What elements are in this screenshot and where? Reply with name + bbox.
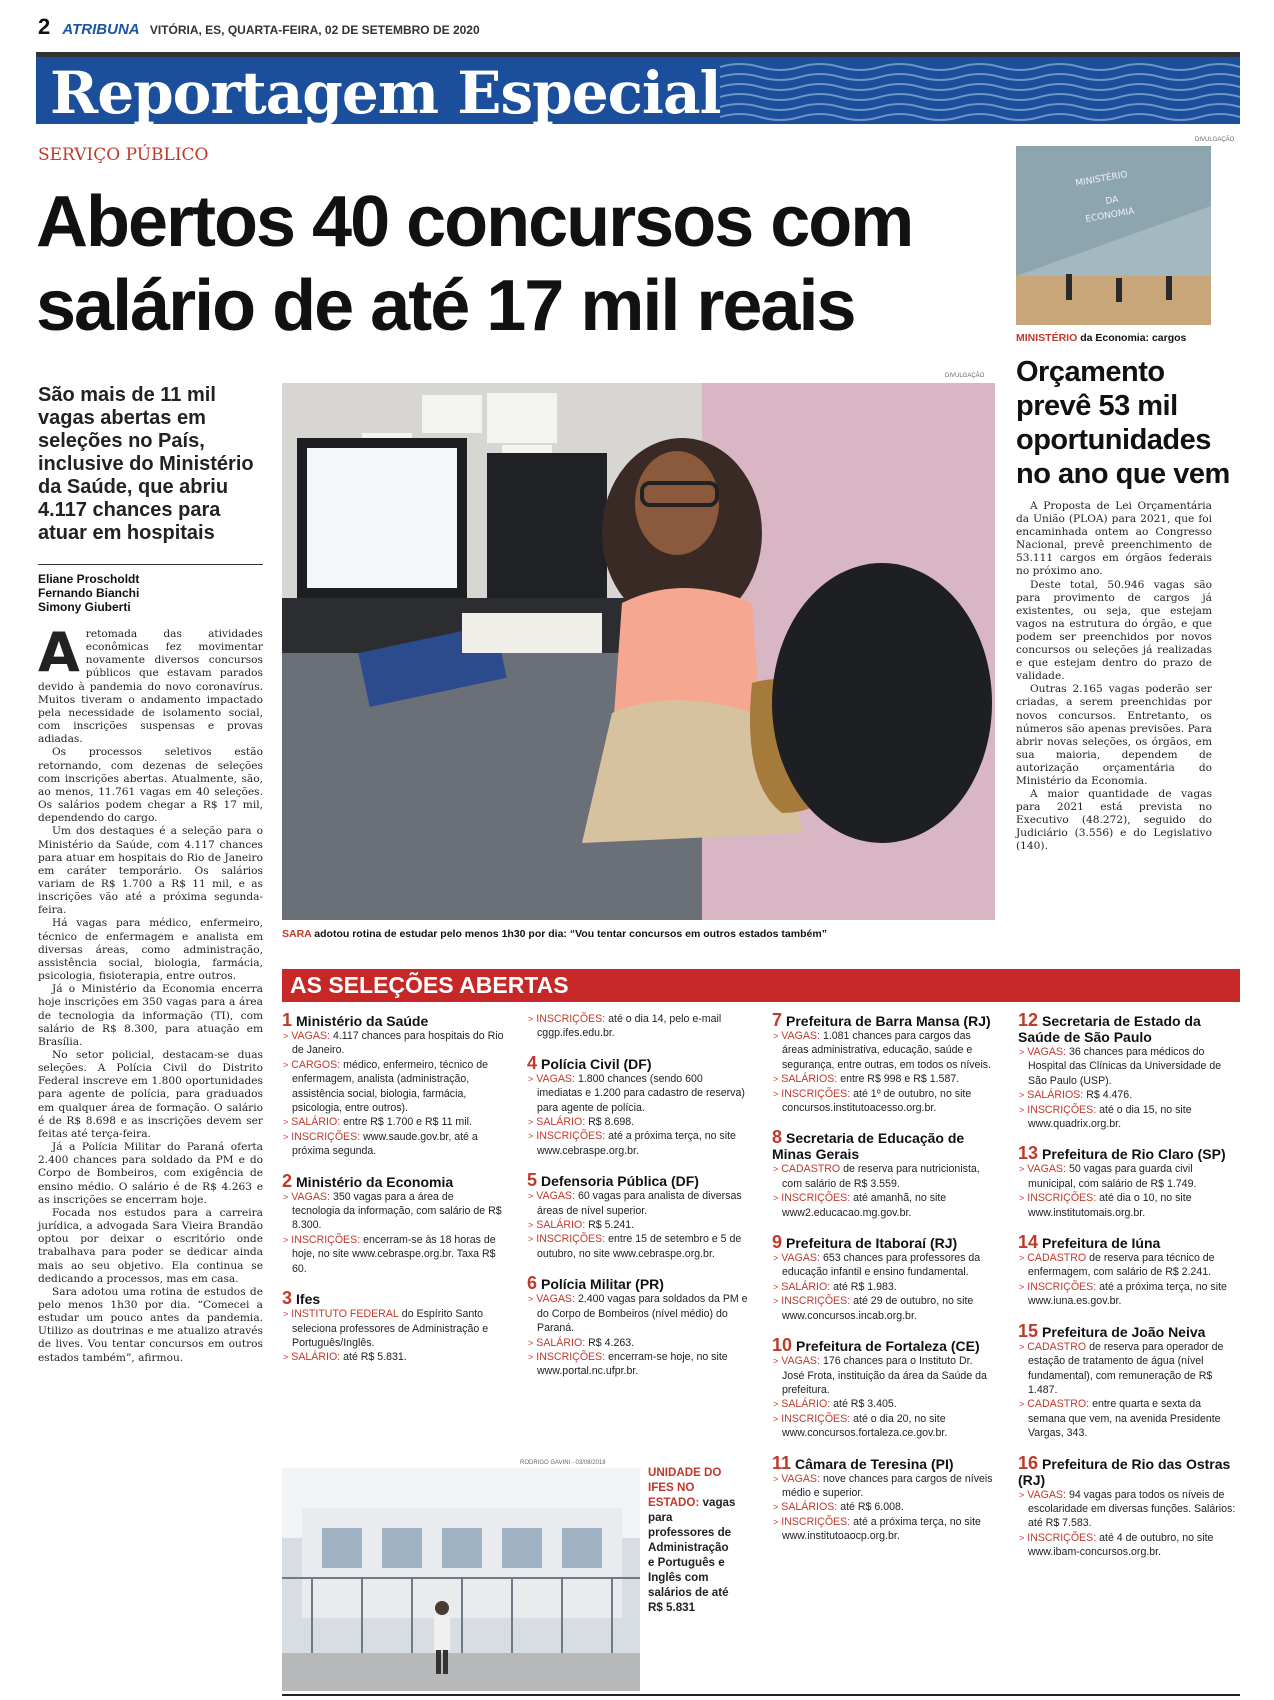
- detail-label: VAGAS:: [781, 1030, 820, 1042]
- detail-text: até a próxima terça, no site www.cebraspe.org.br.: [537, 1130, 736, 1157]
- chevron-right-icon: >: [773, 1296, 779, 1307]
- selection-name: Câmara de Teresina (PI): [795, 1455, 954, 1472]
- detail-label: SALÁRIO:: [291, 1351, 341, 1364]
- selection-detail: [527, 1072, 749, 1115]
- chevron-right-icon: >: [773, 1088, 779, 1099]
- detail-label: INSCRIÇÕES:: [291, 1233, 361, 1246]
- chevron-right-icon: >: [283, 1031, 289, 1041]
- selection-number: 15: [1018, 1320, 1039, 1341]
- detail-label: VAGAS:: [291, 1190, 330, 1203]
- ministry-photo: [1016, 146, 1211, 325]
- selection-detail: [527, 1012, 749, 1041]
- body-paragraph: Já o Ministério da Economia encerra hoje inscrições em 350 vagas para a área de tecnologia da informação (TI), com salário de R$ 8.300, para atuação em Brasília.: [38, 983, 263, 1048]
- detail-text: entre R$ 1.700 e R$ 11 mil.: [343, 1116, 472, 1129]
- detail-text: até R$ 6.008.: [840, 1501, 904, 1514]
- byline: Fernando Bianchi: [38, 586, 140, 600]
- selection-name: Defensoria Pública (DF): [541, 1173, 699, 1190]
- selection-detail: [772, 1515, 994, 1544]
- headline-line-1: Abertos 40 concursos com: [36, 182, 913, 262]
- headline-line-2: salário de até 17 mil reais: [36, 266, 855, 346]
- detail-label: VAGAS:: [291, 1030, 330, 1042]
- detail-text: até dia o 10, no site www.institutomais.org.br.: [1028, 1192, 1192, 1219]
- selection-number: 7: [772, 1010, 783, 1030]
- selection-number: 1: [282, 1010, 293, 1030]
- detail-label: INSTITUTO FEDERAL: [291, 1308, 399, 1321]
- detail-text: de reserva para operador de estação de tratamento de água (nível fundamental), com remuneração de R$ 1.487.: [1028, 1340, 1224, 1396]
- detail-text: até o dia 15, no site www.quadrix.org.br.: [1028, 1103, 1192, 1131]
- selection-name: Ifes: [296, 1291, 321, 1308]
- body-paragraph: Um dos destaques é a seleção para o Ministério da Saúde, com 4.117 chances para atuar em hospitais do Rio de Janeiro em caráter temporário. Os salários variam de R$ 1.700 a R$ 11 mil, e as inscrições vão até a próxima segunda-feira.: [38, 825, 263, 917]
- detail-label: SALÁRIOS:: [781, 1073, 838, 1086]
- chevron-right-icon: >: [773, 1516, 779, 1527]
- detail-text: 1.800 chances (sendo 600 imediatas e 1.200 para cadastro de reserva) para agente de polícia.: [537, 1072, 745, 1114]
- chevron-right-icon: >: [528, 1073, 534, 1084]
- selection-item-title: [1018, 1320, 1240, 1341]
- article-body: [38, 621, 263, 1365]
- selection-number: 3: [282, 1288, 293, 1309]
- detail-text: 653 chances para professores da educação infantil e ensino fundamental.: [782, 1252, 981, 1279]
- detail-text: R$ 4.476.: [1086, 1089, 1133, 1102]
- selection-name: Prefeitura de Rio Claro (SP): [1042, 1146, 1226, 1163]
- selection-detail: [1018, 1488, 1240, 1531]
- detail-label: CADASTRO:: [1027, 1398, 1090, 1411]
- detail-text: até amanhã, no site www2.educacao.mg.gov.br.: [782, 1192, 947, 1219]
- selection-item-title: [1018, 1234, 1240, 1251]
- detail-text: até 4 de outubro, no site www.ibam-concursos.org.br.: [1028, 1531, 1214, 1559]
- detail-text: até 1º de outubro, no site concursos.institutoacesso.org.br.: [782, 1087, 972, 1115]
- detail-text: até R$ 5.831.: [343, 1351, 407, 1364]
- sidebar-body: [1016, 500, 1212, 854]
- selection-item-title: [772, 1452, 994, 1473]
- detail-text: 50 vagas para guarda civil municipal, com salário de R$ 1.749.: [1028, 1163, 1197, 1190]
- detail-label: CADASTRO: [1027, 1340, 1087, 1353]
- chevron-right-icon: >: [1019, 1399, 1025, 1410]
- chevron-right-icon: >: [528, 1234, 534, 1245]
- body-paragraph: Os processos seletivos estão retornando, com dezenas de seleções com inscrições abertas. Atualmente, são, ao menos, 11.761 vagas em 40 seleções. Os salários podem chegar a R$ 17 mil, dependendo do cargo.: [38, 746, 263, 825]
- detail-label: VAGAS:: [781, 1252, 820, 1265]
- selections-column: [282, 1012, 504, 1365]
- chevron-right-icon: >: [1019, 1489, 1025, 1500]
- chevron-right-icon: >: [773, 1399, 779, 1410]
- chevron-right-icon: >: [1019, 1090, 1025, 1101]
- selection-detail: [772, 1072, 994, 1086]
- detail-label: SALÁRIO:: [781, 1280, 831, 1293]
- sidebar-paragraph: Deste total, 50.946 vagas são para provimento de cargos já existentes, ou seja, que estejam vagos na estrutura do órgão, e que podem ser preenchidos por novos concursos ou seleções já realizadas e que estejam dentro do prazo de validade.: [1016, 578, 1212, 683]
- selection-detail: [282, 1029, 504, 1058]
- detail-label: INSCRIÇÕES:: [781, 1295, 851, 1308]
- selection-name: Prefeitura de Iúna: [1042, 1235, 1161, 1252]
- selection-detail: [1018, 1088, 1240, 1102]
- chevron-right-icon: >: [773, 1031, 779, 1041]
- selection-number: 6: [527, 1273, 538, 1294]
- selection-name: Prefeitura de Itaboraí (RJ): [786, 1235, 958, 1252]
- selection-number: 9: [772, 1232, 783, 1253]
- body-paragraph: No setor policial, destacam-se duas seleções. A Polícia Civil do Distrito Federal inscreve em 1.800 oportunidades para agente de polícia, para graduados em qualquer área de formação. O salário é de R$ 8.698 e as inscrições devem ser feitas até terça-feira.: [38, 1049, 263, 1140]
- chevron-right-icon: >: [773, 1356, 779, 1367]
- selections-title: AS SELEÇÕES ABERTAS: [290, 972, 569, 998]
- detail-text: 94 vagas para todos os níveis de escolaridade em diversas funções. Salários: até R$ 7.583.: [1028, 1488, 1236, 1530]
- body-paragraph: Já a Polícia Militar do Paraná oferta 2.400 chances para soldado da PM e do Corpo de Bombeiros, com exigência de ensino médio. O salário é de R$ 4.263 e as inscrições se encerram hoje.: [38, 1141, 263, 1206]
- selection-detail: [772, 1472, 994, 1501]
- detail-text: 36 chances para médicos do Hospital das Clínicas da Universidade de São Paulo (USP).: [1028, 1046, 1222, 1087]
- chevron-right-icon: >: [283, 1191, 289, 1202]
- detail-text: até R$ 3.405.: [833, 1398, 897, 1411]
- selections-column: [772, 1012, 994, 1544]
- page-number: 2: [38, 14, 51, 39]
- chevron-right-icon: >: [1019, 1253, 1025, 1264]
- selection-name: Ministério da Saúde: [296, 1013, 429, 1029]
- selection-number: 5: [527, 1170, 538, 1191]
- chevron-right-icon: >: [528, 1014, 534, 1024]
- selection-detail: [772, 1412, 994, 1441]
- selection-detail: [527, 1350, 749, 1379]
- side-photo-credit: DIVULGAÇÃO: [1195, 137, 1235, 143]
- selection-item-title: [527, 1275, 749, 1292]
- detail-label: SALÁRIO:: [536, 1336, 586, 1349]
- detail-text: de reserva para nutricionista, com salário de R$ 3.559.: [782, 1163, 980, 1190]
- body-paragraph: Sara adotou uma rotina de estudos de pelo menos 1h30 por dia. “Comecei a estudar um pouco antes da pandemia. Utilizo as doutrinas e me atualizo através de lives. Vou tentar concursos em outros estados também”, afirmou.: [38, 1285, 263, 1364]
- selection-item-title: [282, 1290, 504, 1307]
- detail-text: 1.081 chances para cargos das áreas administrativa, educação, saúde e segurança, entre outras, em todos os níveis.: [782, 1030, 992, 1071]
- detail-text: encerram-se às 18 horas de hoje, no site www.cebraspe.org.br. Taxa R$ 60.: [292, 1233, 496, 1275]
- selection-detail: [1018, 1045, 1240, 1088]
- chevron-right-icon: >: [283, 1352, 289, 1363]
- detail-label: INSCRIÇÕES:: [1027, 1280, 1097, 1293]
- bottom-rule: [282, 1694, 1240, 1696]
- chevron-right-icon: >: [528, 1351, 534, 1362]
- selection-detail: [772, 1397, 994, 1411]
- chevron-right-icon: >: [283, 1234, 289, 1245]
- detail-label: VAGAS:: [536, 1293, 575, 1306]
- detail-text: nove chances para cargos de níveis médio e superior.: [782, 1472, 993, 1499]
- detail-label: INSCRIÇÕES:: [781, 1412, 851, 1425]
- body-paragraph: Há vagas para médico, enfermeiro, técnico de enfermagem e analista em diversas áreas, como administração, assistência social, biologia, farmácia, psicologia, fisioterapia, entre outros.: [38, 917, 263, 983]
- detail-label: VAGAS:: [1027, 1488, 1066, 1501]
- detail-text: médico, enfermeiro, técnico de enfermagem, analista (administração, assistência social, biologia, farmácia, psicologia, entre outros).: [292, 1058, 488, 1115]
- section-tag: SERVIÇO PÚBLICO: [38, 145, 209, 165]
- chevron-right-icon: >: [1019, 1164, 1025, 1175]
- detail-text: www.saude.gov.br, até a próxima segunda.: [292, 1130, 478, 1158]
- detail-text: 60 vagas para analista de diversas áreas de nível superior.: [537, 1190, 742, 1217]
- selection-name: Prefeitura de Rio das Ostras (RJ): [1018, 1455, 1231, 1488]
- detail-label: CARGOS:: [291, 1058, 341, 1071]
- detail-label: INSCRIÇÕES:: [536, 1130, 606, 1143]
- selection-number: 16: [1018, 1452, 1039, 1473]
- detail-label: INSCRIÇÕES:: [1027, 1103, 1097, 1116]
- newspaper-brand: ATRIBUNA: [62, 21, 140, 38]
- chevron-right-icon: >: [528, 1294, 534, 1305]
- caption-lead: SARA: [282, 928, 312, 940]
- selection-number: 2: [282, 1170, 293, 1191]
- selection-detail: [282, 1350, 504, 1364]
- caption-lead: MINISTÉRIO: [1016, 332, 1078, 344]
- detail-label: INSCRIÇÕES:: [1027, 1531, 1097, 1544]
- selection-detail: [1018, 1280, 1240, 1309]
- selections-header: [282, 969, 1240, 1002]
- caption-text: vagas para professores de Administração e Português e Inglês com salários de até R$ 5.831: [648, 1496, 736, 1614]
- detail-text: 350 vagas para a área de tecnologia da informação, com salário de R$ 8.300.: [292, 1190, 502, 1232]
- detail-label: INSCRIÇÕES:: [1027, 1192, 1097, 1205]
- selection-detail: [527, 1232, 749, 1261]
- chevron-right-icon: >: [773, 1074, 779, 1085]
- chevron-right-icon: >: [1019, 1104, 1025, 1115]
- selection-name: Polícia Militar (PR): [541, 1276, 664, 1293]
- detail-text: R$ 4.263.: [588, 1336, 635, 1349]
- detail-label: VAGAS:: [781, 1472, 820, 1485]
- detail-text: até 29 de outubro, no site www.concursos.incab.org.br.: [782, 1295, 974, 1322]
- selection-detail: [1018, 1531, 1240, 1560]
- chevron-right-icon: >: [773, 1164, 779, 1175]
- banner-title: Reportagem Especial: [50, 59, 721, 127]
- detail-text: de reserva para técnico de enfermagem, com salário de R$ 2.241.: [1028, 1252, 1215, 1279]
- selection-detail: [1018, 1162, 1240, 1191]
- detail-label: CADASTRO: [781, 1163, 841, 1176]
- caption-text: da Economia: cargos: [1080, 332, 1187, 344]
- detail-text: R$ 5.241.: [588, 1219, 635, 1232]
- detail-label: INSCRIÇÕES:: [781, 1515, 851, 1528]
- bylines: [38, 564, 263, 614]
- sign-text: ECONOMIA: [1084, 206, 1136, 225]
- chevron-right-icon: >: [1019, 1341, 1025, 1352]
- ifes-photo-caption: [648, 1465, 738, 1615]
- detail-text: até o dia 14, pelo e-mail cggp.ifes.edu.br.: [537, 1013, 722, 1040]
- main-photo: [282, 383, 995, 920]
- detail-label: INSCRIÇÕES:: [781, 1087, 851, 1100]
- selection-item-title: [1018, 1145, 1240, 1162]
- byline: Simony Giuberti: [38, 600, 131, 614]
- selection-detail: [1018, 1251, 1240, 1280]
- body-paragraph: Aretomada das atividades econômicas fez movimentar novamente diversos concursos públicos que estavam parados devido à pandemia do novo coronavírus. Muitos tiveram o andamento impactado pela necessidade de isolamento social, com inscrições suspensas e provas adiadas.: [38, 621, 263, 746]
- selection-detail: [772, 1162, 994, 1191]
- chevron-right-icon: >: [773, 1502, 779, 1513]
- chevron-right-icon: >: [773, 1473, 779, 1484]
- drop-cap: A: [38, 621, 80, 684]
- selection-detail: [282, 1307, 504, 1350]
- selection-detail: [527, 1218, 749, 1232]
- sidebar-paragraph: A maior quantidade de vagas para 2021 está prevista no Executivo (48.272), seguido do Judiciário (3.556) e do Legislativo (140).: [1016, 788, 1212, 853]
- detail-label: CADASTRO: [1027, 1252, 1087, 1265]
- detail-text: até a próxima terça, no site www.iuna.es.gov.br.: [1028, 1280, 1227, 1308]
- main-headline: [36, 180, 1016, 348]
- selection-detail: [527, 1292, 749, 1335]
- selection-name: Secretaria de Educação de Minas Gerais: [772, 1130, 965, 1163]
- selection-detail: [772, 1280, 994, 1294]
- detail-text: até o dia 20, no site www.concursos.fortaleza.ce.gov.br.: [782, 1412, 948, 1440]
- selection-detail: [772, 1500, 994, 1514]
- selection-item-title: [772, 1234, 994, 1251]
- sidebar-headline: Orçamento prevê 53 mil oportunidades no ano que vem: [1016, 356, 1230, 490]
- ifes-photo-credit: RODRIGO GAVINI - 03/08/2018: [520, 1460, 606, 1466]
- detail-label: VAGAS:: [781, 1355, 820, 1368]
- selection-detail: [282, 1058, 504, 1116]
- selection-item-title: [772, 1337, 994, 1354]
- selection-name: Prefeitura de Fortaleza (CE): [796, 1338, 980, 1355]
- selection-item-title: [527, 1172, 749, 1189]
- main-photo-caption: [282, 928, 1002, 940]
- detail-text: entre R$ 998 e R$ 1.587.: [840, 1073, 960, 1086]
- selection-detail: [1018, 1103, 1240, 1132]
- detail-label: VAGAS:: [536, 1190, 575, 1203]
- selection-detail: [527, 1189, 749, 1218]
- detail-text: entre 15 de setembro e 5 de outubro, no site www.cebraspe.org.br.: [537, 1233, 742, 1260]
- detail-label: SALÁRIO:: [781, 1398, 831, 1411]
- selection-number: 11: [772, 1452, 792, 1473]
- selection-detail: [527, 1115, 749, 1129]
- detail-label: SALÁRIOS:: [1027, 1089, 1084, 1102]
- chevron-right-icon: >: [1019, 1532, 1025, 1543]
- detail-text: 176 chances para o Instituto Dr. José Frota, instituição da área da Saúde da prefeitura.: [782, 1355, 987, 1396]
- selections-column: [1018, 1012, 1240, 1560]
- chevron-right-icon: >: [773, 1193, 779, 1204]
- selection-detail: [772, 1087, 994, 1116]
- chevron-right-icon: >: [773, 1281, 779, 1292]
- selection-detail: [772, 1354, 994, 1397]
- chevron-right-icon: >: [528, 1131, 534, 1142]
- selection-name: Secretaria de Estado da Saúde de São Paulo: [1018, 1013, 1201, 1045]
- selection-detail: [772, 1029, 994, 1072]
- sign-text: MINISTÉRIO: [1074, 169, 1129, 189]
- detail-text: do Espírito Santo seleciona professores de Administração e Português/Inglês.: [292, 1308, 489, 1349]
- selection-detail: [282, 1233, 504, 1276]
- selection-name: Prefeitura de João Neiva: [1042, 1323, 1206, 1340]
- photo-credit: DIVULGAÇÃO: [945, 373, 985, 379]
- selection-item-title: [772, 1129, 994, 1162]
- selection-item-title: [1018, 1012, 1240, 1045]
- selection-number: 8: [772, 1127, 783, 1148]
- selection-number: 14: [1018, 1232, 1039, 1253]
- detail-text: 2.400 vagas para soldados da PM e do Corpo de Bombeiros (nível médio) do Paraná.: [537, 1293, 748, 1335]
- chevron-right-icon: >: [1019, 1193, 1025, 1204]
- detail-label: SALÁRIO:: [536, 1116, 586, 1129]
- selection-detail: [772, 1294, 994, 1323]
- selection-detail: [1018, 1397, 1240, 1440]
- ministry-photo-caption: [1016, 332, 1186, 344]
- selection-name: Ministério da Economia: [296, 1173, 454, 1190]
- selection-item-title: [1018, 1452, 1240, 1488]
- chevron-right-icon: >: [283, 1059, 289, 1070]
- selection-detail: [1018, 1191, 1240, 1220]
- detail-label: INSCRIÇÕES:: [781, 1192, 851, 1205]
- chevron-right-icon: >: [528, 1117, 534, 1128]
- detail-text: até a próxima terça, no site www.institutoaocp.org.br.: [782, 1515, 981, 1543]
- detail-text: entre quarta e sexta da semana que vem, na avenida Presidente Vargas, 343.: [1028, 1398, 1221, 1440]
- selection-number: 13: [1018, 1143, 1039, 1164]
- selection-item-title: [282, 1012, 504, 1029]
- selection-number: 10: [772, 1335, 793, 1356]
- dateline: VITÓRIA, ES, QUARTA-FEIRA, 02 DE SETEMBRO DE 2020: [149, 23, 480, 37]
- detail-label: SALÁRIO:: [291, 1116, 341, 1129]
- chevron-right-icon: >: [283, 1117, 289, 1128]
- ifes-photo: [282, 1468, 640, 1691]
- selection-detail: [282, 1130, 504, 1159]
- detail-label: INSCRIÇÕES:: [291, 1130, 361, 1143]
- detail-label: INSCRIÇÕES:: [536, 1350, 606, 1363]
- chevron-right-icon: >: [528, 1337, 534, 1348]
- chevron-right-icon: >: [1019, 1281, 1025, 1292]
- selection-detail: [282, 1190, 504, 1233]
- sidebar-paragraph: Outras 2.165 vagas poderão ser criadas, a serem preenchidas por novos concursos. Entretanto, os números são apenas previsões. Para abrir novas seleções, os órgãos, em sua maioria, dependem de autorização orçamentária do Ministério da Economia.: [1016, 683, 1212, 787]
- selection-detail: [772, 1191, 994, 1220]
- byline: Eliane Proscholdt: [38, 572, 140, 586]
- chevron-right-icon: >: [773, 1413, 779, 1424]
- selections-column: [527, 1012, 749, 1379]
- caption-text: adotou rotina de estudar pelo menos 1h30 por dia: “Vou tentar concursos em outros estados também”: [314, 928, 827, 940]
- detail-label: SALÁRIOS:: [781, 1501, 838, 1514]
- detail-text: 4.117 chances para hospitais do Rio de Janeiro.: [292, 1030, 504, 1057]
- selection-name: Prefeitura de Barra Mansa (RJ): [786, 1013, 991, 1029]
- caption-lead: UNIDADE DO IFES NO ESTADO:: [648, 1466, 722, 1509]
- selection-item-title: [282, 1170, 504, 1191]
- chevron-right-icon: >: [1019, 1047, 1025, 1057]
- selection-detail: [282, 1115, 504, 1129]
- detail-label: VAGAS:: [536, 1072, 575, 1085]
- selection-item-title: [772, 1012, 994, 1029]
- article-deck: São mais de 11 mil vagas abertas em seleções no País, inclusive do Ministério da Saúde, que abriu 4.117 chances para atuar em hospitais: [38, 384, 254, 544]
- detail-label: INSCRIÇÕES:: [536, 1233, 606, 1246]
- selection-item-title: [527, 1052, 749, 1073]
- selection-detail: [772, 1251, 994, 1280]
- selection-detail: [1018, 1340, 1240, 1398]
- selection-detail: [527, 1129, 749, 1158]
- detail-text: até R$ 1.983.: [833, 1280, 897, 1293]
- detail-label: SALÁRIO:: [536, 1219, 586, 1232]
- selection-number: 4: [527, 1052, 538, 1073]
- detail-text: R$ 8.698.: [588, 1116, 635, 1129]
- chevron-right-icon: >: [528, 1220, 534, 1231]
- page-folio: [38, 14, 480, 40]
- detail-label: VAGAS:: [1027, 1046, 1066, 1058]
- selection-name: Polícia Civil (DF): [541, 1055, 652, 1072]
- selection-detail: [527, 1336, 749, 1350]
- sidebar-paragraph: A Proposta de Lei Orçamentária da União (PLOA) para 2021, que foi encaminhada ontem ao Congresso Nacional, prevê preenchimento de 53.111 cargos em órgãos federais no próximo ano.: [1016, 500, 1212, 578]
- section-banner: [36, 52, 1240, 127]
- chevron-right-icon: >: [283, 1309, 289, 1320]
- detail-label: VAGAS:: [1027, 1163, 1066, 1176]
- chevron-right-icon: >: [528, 1191, 534, 1202]
- sign-text: DA: [1104, 194, 1120, 207]
- body-paragraph: Focada nos estudos para a carreira jurídica, a advogada Sara Vieira Brandão optou por deixar o escritório onde trabalhava para poder se dedicar ainda mais ao seu objetivo. Ela continua se dedicando a processos, mas em casa.: [38, 1206, 263, 1285]
- chevron-right-icon: >: [773, 1253, 779, 1264]
- detail-label: INSCRIÇÕES:: [536, 1013, 606, 1025]
- chevron-right-icon: >: [283, 1131, 289, 1142]
- banner-wave-decoration: [720, 57, 1240, 124]
- selection-number: 12: [1018, 1010, 1039, 1030]
- detail-text: encerram-se hoje, no site www.portal.nc.ufpr.br.: [537, 1350, 728, 1378]
